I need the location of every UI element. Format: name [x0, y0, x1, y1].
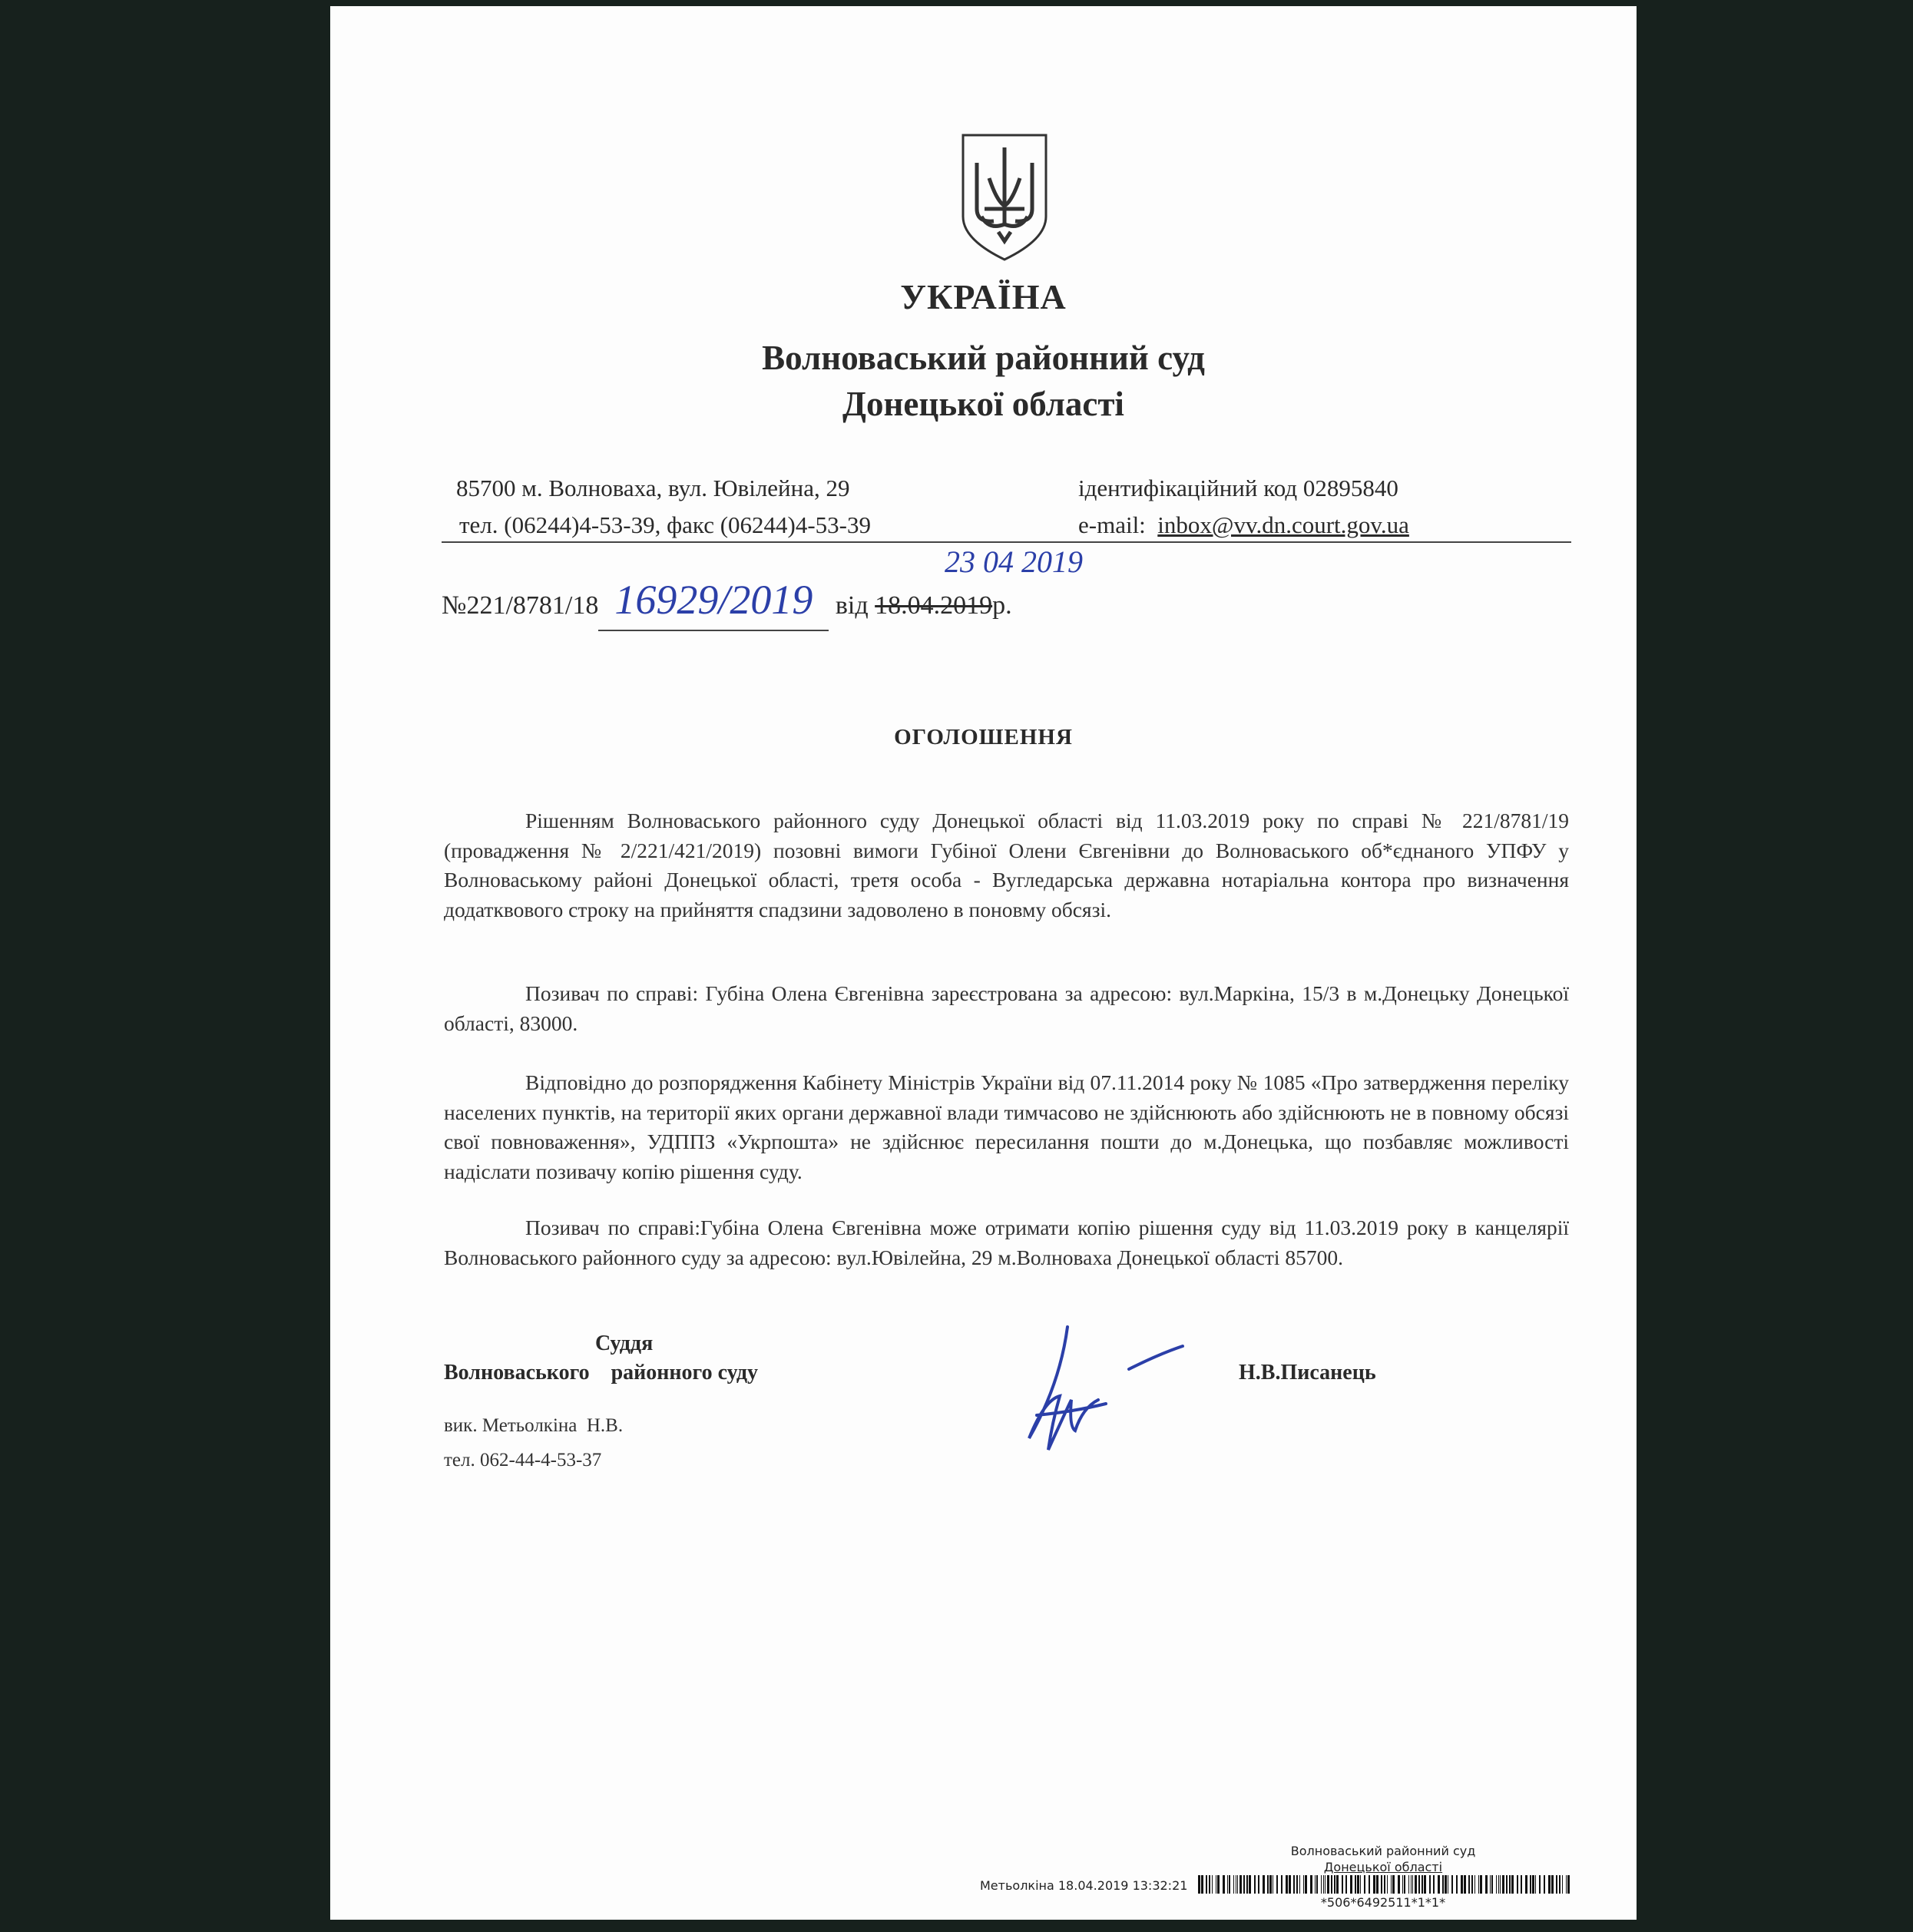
barcode-bar — [1357, 1875, 1359, 1894]
barcode-bar — [1539, 1875, 1541, 1894]
barcode-bar — [1456, 1875, 1458, 1894]
barcode-bar — [1562, 1875, 1563, 1894]
barcode-bar — [1429, 1875, 1431, 1894]
judge-name: Н.В.Писанець — [1239, 1361, 1376, 1384]
barcode-bar — [1422, 1875, 1423, 1894]
barcode — [1198, 1875, 1570, 1894]
barcode-bar — [1360, 1875, 1361, 1894]
id-code: ідентифікаційний код 02895840 — [1078, 475, 1398, 501]
barcode-bar — [1345, 1875, 1347, 1894]
barcode-bar — [1384, 1875, 1385, 1894]
barcode-bar — [1315, 1875, 1316, 1894]
judge-signature — [1014, 1323, 1206, 1457]
barcode-bar — [1212, 1875, 1213, 1894]
header-divider — [442, 541, 1571, 543]
barcode-bar — [1556, 1875, 1557, 1894]
barcode-bar — [1355, 1875, 1356, 1894]
barcode-bar — [1511, 1875, 1514, 1894]
paragraph-postal-notice — [444, 1068, 1569, 1186]
footer-region: Донецької області — [1323, 1860, 1443, 1874]
barcode-bar — [1243, 1875, 1245, 1894]
barcode-bar — [1305, 1875, 1307, 1894]
number-blank — [598, 576, 829, 631]
barcode-bar — [1461, 1875, 1463, 1894]
barcode-bar — [1392, 1875, 1395, 1894]
barcode-bar — [1451, 1875, 1453, 1894]
barcode-bar — [1559, 1875, 1561, 1894]
reference-prefix: №221/8781/18 — [442, 591, 599, 620]
barcode-bar — [1404, 1875, 1405, 1894]
barcode-bar — [1276, 1875, 1278, 1894]
barcode-bar — [1325, 1875, 1326, 1894]
barcode-bar — [1376, 1875, 1378, 1894]
barcode-text: *506*6492511*1*1* — [1320, 1895, 1446, 1910]
paragraph-plaintiff-address — [444, 979, 1569, 1038]
barcode-bar — [1387, 1875, 1388, 1894]
barcode-bar — [1239, 1875, 1242, 1894]
barcode-bar — [1530, 1875, 1531, 1894]
court-name: Волноваський районний суд — [762, 339, 1205, 377]
barcode-bar — [1398, 1875, 1400, 1894]
barcode-bar — [1303, 1875, 1304, 1894]
barcode-bar — [1293, 1875, 1295, 1894]
barcode-bar — [1286, 1875, 1288, 1894]
court-region: Донецької області — [842, 385, 1124, 423]
barcode-bar — [1229, 1875, 1230, 1894]
barcode-bar — [1246, 1875, 1248, 1894]
reference-number — [442, 576, 1012, 633]
barcode-bar — [1535, 1875, 1536, 1894]
barcode-bar — [1551, 1875, 1554, 1894]
barcode-bar — [1206, 1875, 1207, 1894]
barcode-bar — [1373, 1875, 1375, 1894]
barcode-bar — [1412, 1875, 1413, 1894]
handwritten-date: 23 04 2019 — [945, 544, 1083, 579]
handwritten-number: 16929/2019 — [614, 577, 813, 623]
barcode-bar — [1263, 1875, 1265, 1894]
barcode-bar — [1411, 1875, 1412, 1894]
footer-court: Волноваський районний суд — [1290, 1844, 1476, 1858]
barcode-bar — [1227, 1875, 1228, 1894]
barcode-bar — [1299, 1875, 1300, 1894]
barcode-bar — [1548, 1875, 1551, 1894]
barcode-bar — [1433, 1875, 1435, 1894]
barcode-bar — [1567, 1875, 1570, 1894]
barcode-bar — [1566, 1875, 1567, 1894]
barcode-bar — [1506, 1875, 1508, 1894]
barcode-bar — [1237, 1875, 1238, 1894]
barcode-bar — [1464, 1875, 1466, 1894]
barcode-bar — [1296, 1875, 1298, 1894]
barcode-bar — [1408, 1875, 1409, 1894]
barcode-bar — [1442, 1875, 1444, 1894]
printed-date: 18.04.2019 — [875, 591, 993, 620]
barcode-bar — [1381, 1875, 1382, 1894]
from-label: від — [835, 591, 869, 620]
barcode-bar — [1336, 1875, 1339, 1894]
barcode-bar — [1498, 1875, 1499, 1894]
barcode-bar — [1509, 1875, 1511, 1894]
barcode-bar — [1334, 1875, 1335, 1894]
barcode-bar — [1532, 1875, 1534, 1894]
barcode-bar — [1254, 1875, 1256, 1894]
executor-phone: тел. 062-44-4-53-37 — [444, 1450, 602, 1471]
barcode-bar — [1438, 1875, 1440, 1894]
barcode-bar — [1258, 1875, 1259, 1894]
barcode-bar — [1485, 1875, 1488, 1894]
barcode-bar — [1521, 1875, 1522, 1894]
barcode-bar — [1415, 1875, 1417, 1894]
country-heading: УКРАЇНА — [900, 277, 1067, 316]
barcode-bar — [1249, 1875, 1251, 1894]
barcode-bar — [1364, 1875, 1365, 1894]
barcode-bar — [1468, 1875, 1470, 1894]
barcode-bar — [1233, 1875, 1234, 1894]
barcode-bar — [1402, 1875, 1403, 1894]
court-phone: тел. (06244)4-53-39, факс (06244)4-53-39 — [459, 511, 872, 538]
registration-stamp: Метьолкіна 18.04.2019 13:32:21 — [980, 1878, 1188, 1893]
paragraph-text: Позивач по справі:Губіна Олена Євгенівна може отримати копію рішення суду від 11.03.2019 року в канцелярії Волноваського районного суду за адресою: вул.Ювілейна, 29 м.Волноваха Донецької області 85700. — [444, 1216, 1569, 1269]
judge-role: Суддя — [595, 1332, 654, 1355]
barcode-bar — [1496, 1875, 1497, 1894]
email-label: e-mail: — [1078, 511, 1146, 538]
paragraph-copy-pickup — [444, 1213, 1569, 1272]
barcode-bar — [1525, 1875, 1527, 1894]
barcode-bar — [1331, 1875, 1332, 1894]
paragraph-text: Рішенням Волноваського районного суду Донецької області від 11.03.2019 року по справі № 221/8781/19 (провадження № 2/221/421/2019) позовні вимоги Губіної Олени Євгенівни до Волноваського об*єднаного УПФУ у Волноваському районі Донецької області, третя особа - Вугледарська державна нотаріальна контора про визначення додатквового строку на прийняття спадзини задоволено в поновму обсязі. — [444, 809, 1569, 921]
handwritten-date-wrap — [945, 544, 1083, 579]
barcode-bar — [1480, 1875, 1482, 1894]
barcode-bar — [1310, 1875, 1312, 1894]
barcode-bar — [1350, 1875, 1352, 1894]
barcode-bar — [1491, 1875, 1493, 1894]
barcode-bar — [1418, 1875, 1420, 1894]
barcode-bar — [1217, 1875, 1220, 1894]
barcode-bar — [1471, 1875, 1473, 1894]
coat-of-arms-icon — [958, 132, 1051, 263]
executor: вик. Метьолкіна Н.В. — [444, 1415, 624, 1436]
court-address: 85700 м. Волноваха, вул. Ювілейна, 29 — [456, 475, 850, 501]
barcode-bar — [1223, 1875, 1225, 1894]
barcode-bar — [1289, 1875, 1291, 1894]
barcode-bar — [1424, 1875, 1426, 1894]
barcode-bar — [1490, 1875, 1491, 1894]
barcode-bar — [1281, 1875, 1283, 1894]
barcode-bar — [1474, 1875, 1475, 1894]
document-title: ОГОЛОШЕННЯ — [894, 725, 1073, 749]
barcode-bar — [1544, 1875, 1545, 1894]
paragraph-text: Відповідно до розпорядження Кабінету Міністрів України від 07.11.2014 року № 1085 «Про затвердження переліку населених пунктів, на території яких органи державної влади тимчасово не здійснюють або здійснюють не в повному обсязі свої повноваження», УДППЗ «Укрпошта» не здійснює пересилання пошти до м.Донецька, що позбавляє можливості надіслати позивачу копію рішення суду. — [444, 1070, 1569, 1183]
judge-court: Волноваського районного суду — [444, 1361, 759, 1384]
barcode-bar — [1269, 1875, 1272, 1894]
barcode-bar — [1500, 1875, 1501, 1894]
barcode-bar — [1478, 1875, 1479, 1894]
barcode-bar — [1267, 1875, 1269, 1894]
barcode-bar — [1502, 1875, 1504, 1894]
email-link[interactable]: inbox@vv.dn.court.gov.ua — [1157, 511, 1409, 538]
email-line — [1078, 511, 1409, 539]
barcode-bar — [1321, 1875, 1322, 1894]
barcode-bar — [1201, 1875, 1203, 1894]
paragraph-text: Позивач по справі: Губіна Олена Євгенівна зареєстрована за адресою: вул.Маркіна, 15/3 в м.Донецьку Донецької області, 83000. — [444, 981, 1569, 1035]
document-page — [330, 6, 1637, 1920]
barcode-bar — [1209, 1875, 1210, 1894]
barcode-bar — [1198, 1875, 1200, 1894]
barcode-bar — [1517, 1875, 1518, 1894]
barcode-bar — [1445, 1875, 1447, 1894]
date-suffix: р. — [992, 591, 1012, 620]
barcode-bar — [1342, 1875, 1343, 1894]
barcode-bar — [1369, 1875, 1370, 1894]
barcode-bar — [1391, 1875, 1392, 1894]
paragraph-decision — [444, 806, 1569, 925]
barcode-bar — [1316, 1875, 1318, 1894]
barcode-bar — [1327, 1875, 1329, 1894]
barcode-bar — [1323, 1875, 1324, 1894]
